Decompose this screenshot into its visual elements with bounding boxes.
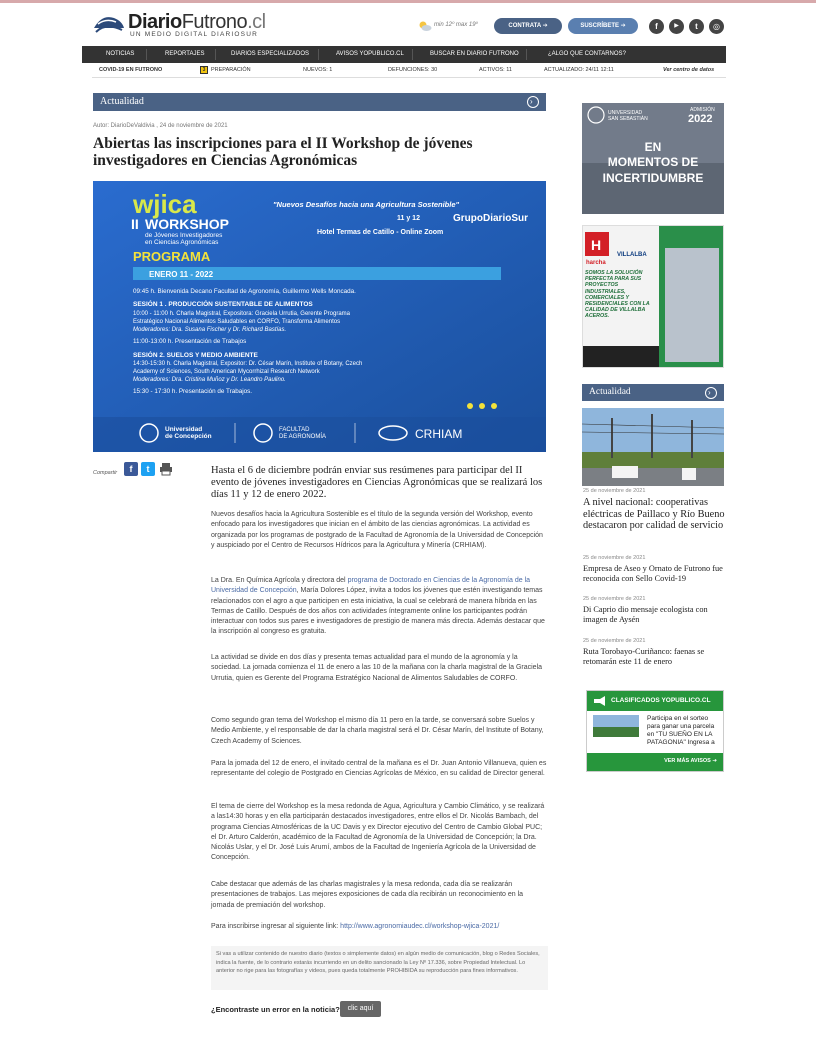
poster-subtitle2: en Ciencias Agronómicas — [145, 239, 219, 246]
ad-uss-graphic — [582, 103, 724, 214]
nav-separator — [318, 49, 319, 60]
ad1-line2: MOMENTOS DE — [607, 155, 699, 169]
nav-contarnos[interactable]: ¿ALGO QUE CONTARNOS? — [548, 51, 626, 57]
nav-separator — [526, 49, 527, 60]
sidebar-news-date: 25 de noviembre de 2021 — [583, 488, 646, 494]
partly-cloudy-icon — [418, 20, 432, 32]
youtube-icon[interactable]: ▶ — [669, 19, 684, 34]
poster-tagline: "Nuevos Desafíos hacia una Agricultura Sostenible" — [273, 200, 460, 209]
poster-line9: 15:30 - 17:30 h. Presentación de Trabajos. — [133, 388, 253, 395]
arrow-right-circle-icon[interactable]: › — [527, 96, 539, 108]
poster-brand: wjica — [133, 189, 197, 219]
suscribete-button[interactable]: SUSCRÍBETE ➔ — [568, 18, 638, 34]
inscripcion-link[interactable]: http://www.agronomiaudec.cl/workshop-wjica-2021/ — [340, 923, 500, 930]
nav-separator — [146, 49, 147, 60]
covid-defunciones: DEFUNCIONES: 30 — [388, 67, 438, 73]
poster-logo2b: DE AGRONOMÍA — [279, 434, 327, 440]
ad2-text: SOMOS LA SOLUCIÓN PERFECTA PARA SUS PROYECTOS INDUSTRIALES, COMERCIALES Y RESIDENCIALES CON LA CALIDAD DE VILLALBA ACEROS. — [585, 270, 650, 320]
covid-title: COVID-19 EN FUTRONO — [99, 67, 163, 73]
sidebar-news-title[interactable]: Empresa de Aseo y Ornato de Futrono fue reconocida con Sello Covid-19 — [583, 564, 723, 583]
nav-separator — [215, 49, 216, 60]
ad2-brand2: VILLALBA — [617, 252, 647, 258]
contrata-button[interactable]: CONTRATA ➔ — [494, 18, 562, 34]
legal-notice: Si vas a utilizar contenido de nuestro diario (textos o simplemente datos) en algún medio de comunicación, blog o Redes Sociales, indica la fuente, de lo contrario estarás incurriendo en un delito sancionado la Ley Nº 17.336, sobre Propiedad Intelectual. Lo anterior no rige para las fotografías y videos, pues queda totalmente PROHIBIDA su reproducción para fines informativos. — [211, 946, 548, 990]
twitter-icon[interactable]: t — [689, 19, 704, 34]
covid-nuevos: NUEVOS: 1 — [303, 67, 333, 73]
nav-buscar[interactable]: BUSCAR EN DIARIO FUTRONO — [430, 51, 519, 57]
sidebar-news-title[interactable]: Di Caprio dio mensaje ecologista con imagen de Aysén — [583, 605, 708, 624]
weather-text: min 12º max 19º — [434, 22, 478, 28]
error-report-label: ¿Encontraste un error en la noticia? — [211, 1005, 340, 1014]
poster-logo2a: FACULTAD — [279, 427, 310, 433]
covid-bar — [92, 64, 726, 78]
sidebar-news-title[interactable]: Ruta Torobayo-Curiñanco: faenas se retomarán este 11 de enero — [583, 647, 705, 666]
poster-venue: Hotel Termas de Catillo - Online Zoom — [317, 229, 444, 236]
article-paragraph: Para la jornada del 12 de enero, el invitado central de la mañana es el Dr. Juan Antonio Villanueva, quien es representante del colegio de Postgrado en Ciencias Agrícolas de México, en su calidad de Director general. — [211, 760, 547, 778]
top-accent-line — [0, 0, 816, 3]
ad1-brand2: SAN SEBASTIÁN — [608, 116, 648, 122]
logo-tagline: UN MEDIO DIGITAL DIARIOSUR — [130, 31, 258, 38]
svg-text:H: H — [591, 237, 602, 253]
poster-line8: Moderadores: Dra. Cristina Muñoz y Dr. Leandro Paulino. — [133, 377, 286, 383]
poster-line3: Estratégico Nacional Alimentos Saludables en CORFO, Transforma Alimentos — [133, 319, 341, 325]
article-paragraph: Nuevos desafíos hacia la Agricultura Sostenible es el título de la segunda versión del Workshop, evento enfocado para los investigadores que inician en el ámbito de las ciencias agronómicas. La actividad es organizada por los programas de postgrado de la Facultad de Agronomía de la Universidad de Concepción y auspiciado por el Centro de Recursos Hídricos para la Agricultura y Minería (CRHIAM). — [211, 511, 543, 549]
ad1-admision: ADMISIÓN — [690, 107, 715, 113]
covid-phase-label: PREPARACIÓN — [211, 67, 251, 73]
covid-actualizado: ACTUALIZADO: 24/11 12:11 — [544, 67, 614, 73]
poster-logo1b: de Concepción — [165, 433, 212, 440]
logo-wordmark: DiarioFutrono.cl — [128, 11, 266, 33]
news-photo-graphic — [582, 408, 724, 486]
poster-subtitle1: de Jóvenes Investigadores — [145, 232, 223, 239]
megaphone-icon — [593, 695, 607, 707]
poster-edition: II — [131, 216, 139, 232]
poster-session1: SESIÓN 1 . PRODUCCIÓN SUSTENTABLE DE ALIMENTOS — [133, 301, 313, 308]
clasificados-title: CLASIFICADOS YOPUBLICO.CL — [611, 697, 711, 704]
article-paragraph: Cabe destacar que además de las charlas magistrales y la mesa redonda, cada día se realizarán presentaciones de trabajos. Las mejores exposiciones de cada día recibirán un reconocimiento en la jornada de premiación del workshop. — [211, 881, 524, 909]
article-paragraph: Como segundo gran tema del Workshop el mismo día 11 pero en la tarde, se conversará sobre Suelos y Medio Ambiente, y el responsable de dar la charla magistral será el Dr. César Marín, del Institute of Botany, Czech Academy of Sciences. — [211, 717, 544, 745]
sidebar-news-date: 25 de noviembre de 2021 — [583, 638, 646, 644]
section-title: Actualidad — [100, 96, 144, 107]
poster-line7: Academy of Sciences, South American Mycorrhizal Research Network — [133, 369, 320, 375]
ad-harcha-villalba[interactable] — [582, 225, 724, 368]
logo-wave-icon — [92, 12, 126, 38]
article-paragraph: La Dra. En Química Agrícola y directora del programa de Doctorado en Ciencias de la Agronomía de la Universidad de Concepción, María Dolores López, invita a todos los jóvenes que estén investigando temas relacionados con el agro a que participen en esta iniciativa, la cual se celebrará de manera híbrida en las Termas de Catillo. Después de dos años con actividades íntegramente online los participantes podrán interactuar con todos sus pares e investigadores de prestigio de manera más directa. Además destacar que la inscripción al congreso es gratuita. — [211, 577, 545, 636]
main-nav — [82, 46, 726, 63]
covid-activos: ACTIVOS: 11 — [479, 67, 512, 73]
doctorado-link[interactable]: programa de Doctorado en Ciencias de la Agronomía de la Universidad de Concepción — [211, 577, 531, 595]
ad-uss-admision[interactable] — [582, 103, 724, 214]
article-lead: Hasta el 6 de diciembre podrán enviar sus resúmenes para participar del II evento de jóvenes investigadores en Ciencias Agronómicas que se realizará los días 11 y 12 de enero 2022. — [211, 465, 543, 500]
clasificado-text[interactable]: Participa en el sorteo para ganar una parcela en "TU SUEÑO EN LA PATAGONIA" Ingresa a — [647, 715, 715, 746]
sidebar-news-title[interactable]: A nivel nacional: cooperativas eléctricas de Paillaco y Río Bueno destacaron por calidad de servicio — [583, 497, 725, 531]
sidebar-news-date: 25 de noviembre de 2021 — [583, 555, 646, 561]
poster-logo1a: Universidad — [165, 426, 203, 433]
poster-grupo: GrupoDiarioSur — [453, 213, 529, 224]
poster-fecha: ENERO 11 - 2022 — [149, 270, 214, 279]
clasificados-header[interactable] — [587, 691, 723, 711]
ad1-line3: INCERTIDUMBRE — [602, 171, 704, 185]
instagram-icon[interactable]: ◎ — [709, 19, 724, 34]
arrow-right-circle-icon[interactable]: › — [705, 387, 717, 399]
site-logo[interactable] — [92, 10, 282, 42]
share-label: Compartir — [93, 470, 118, 476]
clasificado-thumbnail[interactable] — [593, 715, 639, 737]
sidebar-news-date: 25 de noviembre de 2021 — [583, 596, 646, 602]
sidebar-news-photo[interactable] — [582, 408, 724, 486]
sidebar-section-title: Actualidad — [589, 387, 631, 397]
poster-line6: 14:30-15:30 h. Charla Magistral, Expositor: Dr. César Marín, Institute of Botany, Czech — [133, 361, 363, 367]
article-hero-image — [93, 181, 546, 452]
share-twitter-icon[interactable]: t — [141, 462, 155, 476]
ver-mas-avisos-button[interactable] — [587, 753, 723, 771]
ad2-brand1: harcha — [586, 260, 606, 266]
sidebar-section-actualidad — [582, 384, 724, 401]
facebook-icon[interactable]: f — [649, 19, 664, 34]
clasificados-widget — [586, 690, 724, 772]
workshop-poster — [93, 181, 546, 452]
nav-separator — [412, 49, 413, 60]
poster-session2: SESIÓN 2. SUELOS Y MEDIO AMBIENTE — [133, 352, 258, 359]
poster-line4: Moderadores: Dra. Susana Fischer y Dr. Richard Bastías. — [133, 327, 287, 333]
ad1-brand1: UNIVERSIDAD — [608, 110, 643, 116]
poster-line1: 09:45 h. Bienvenida Decano Facultad de Agronomía, Guillermo Wells Moncada. — [133, 288, 356, 295]
ad1-year: 2022 — [688, 113, 713, 125]
article-title: Abiertas las inscripciones para el II Workshop de jóvenes investigadores en Ciencias Agronómicas — [93, 135, 473, 169]
nav-avisos[interactable]: AVISOS YOPUBLICO.CL — [336, 51, 404, 57]
poster-logo3: CRHIAM — [415, 427, 463, 441]
nav-reportajes[interactable]: REPORTAJES — [165, 51, 205, 57]
section-header-actualidad — [93, 93, 546, 111]
ad1-line1: EN — [644, 140, 662, 154]
ver-mas-avisos-label: VER MÁS AVISOS ➔ — [664, 758, 717, 764]
share-facebook-icon[interactable]: f — [124, 462, 138, 476]
weather-widget — [418, 20, 490, 34]
poster-programa: PROGRAMA — [133, 249, 211, 264]
share-bar — [93, 462, 183, 480]
covid-data-link[interactable]: Ver centro de datos — [663, 67, 715, 73]
poster-workshop: WORKSHOP — [145, 216, 229, 232]
error-report-button[interactable]: clic aquí — [340, 1001, 381, 1017]
article-paragraph: La actividad se divide en dos días y presenta temas actualidad para el mundo de la agronomía y la sociedad. La jornada comienza el 11 de enero a las 10 de la mañana con la charla magistral de la Graciela Urrutia, quien es Gerente del Programa Estratégico Nacional de Alimentos Saludables de CORFO. — [211, 654, 543, 682]
poster-line5: 11:00-13:00 h. Presentación de Trabajos — [133, 338, 247, 345]
nav-noticias[interactable]: NOTICIAS — [106, 51, 135, 57]
print-icon[interactable] — [159, 462, 173, 476]
site-header — [92, 10, 726, 44]
poster-dates: 11 y 12 — [397, 215, 420, 222]
covid-phase-badge: 3 — [200, 66, 208, 74]
poster-line2: 10:00 - 11:00 h. Charla Magistral, Expositora: Graciela Urrutia, Gerente Programa — [133, 311, 350, 317]
article-author: Autor: DiarioDeValdivia , 24 de noviembre de 2021 — [93, 123, 228, 129]
ad-harcha-graphic — [583, 226, 723, 367]
article-paragraph: El tema de cierre del Workshop es la mesa redonda de Agua, Agricultura y Cambio Climático, y se realizará a las14:30 horas y en ella participarán destacados investigadores, entre ellos el Dr. Nicolás Bambach, del programa Ciencias Atmosféricas de la UC Davis y ex Director ejecutivo del Centro de Cambio Global PUC; el Dr. Arturo Calderón, académico de la Facultad de Agronomía de la Universidad de Concepción; la Dra. Nicolás Uslar, y el Dr. José Luis Arumí, ambos de la Facultad de Ingeniería Agrícola de la Universidad de Concepción. — [211, 803, 545, 862]
article-paragraph: Para inscribirse ingresar al siguiente link: http://www.agronomiaudec.cl/workshop-wjica-2021/ — [211, 923, 500, 930]
nav-diarios-especializados[interactable]: DIARIOS ESPECIALIZADOS — [231, 51, 310, 57]
